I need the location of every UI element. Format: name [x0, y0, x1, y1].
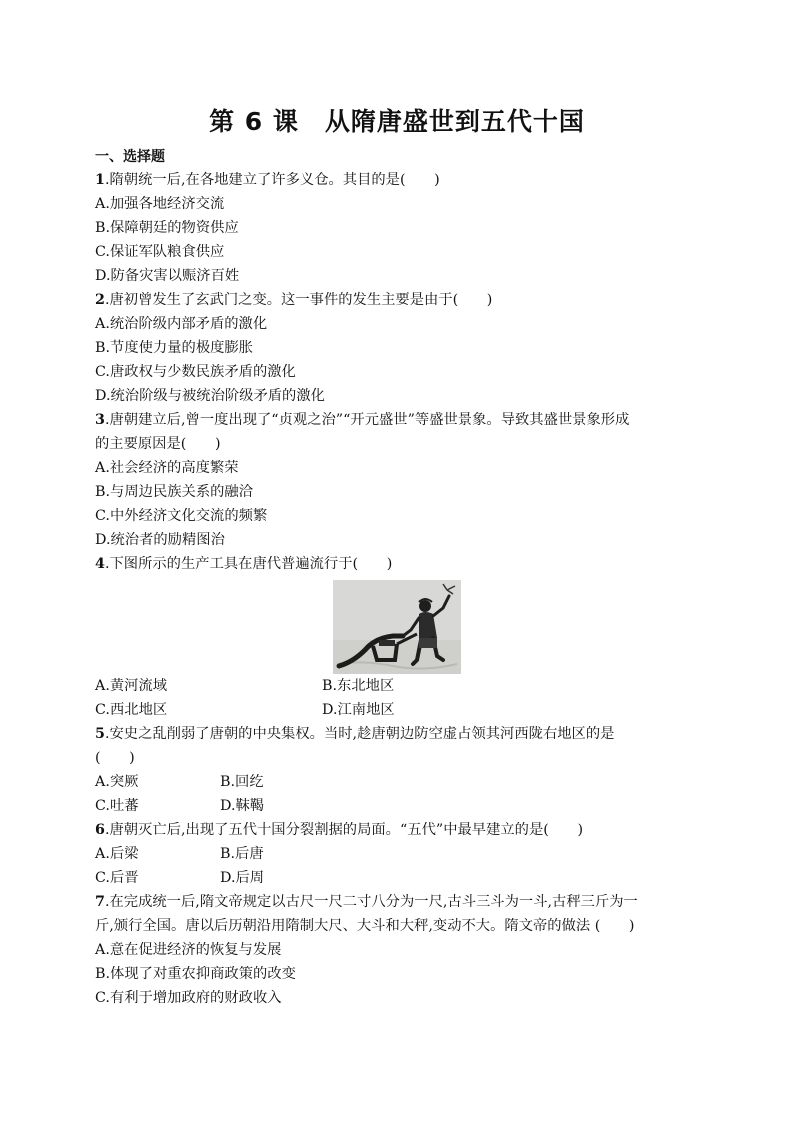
section-heading: 一、选择题	[95, 149, 165, 165]
question-text: .唐朝灭亡后,出现了五代十国分裂割据的局面。“五代”中最早建立的是( )	[104, 822, 584, 838]
farmer-with-plough-image	[333, 580, 461, 674]
option-a: A.突厥	[95, 774, 139, 790]
question-text: .唐初曾发生了玄武门之变。这一事件的发生主要是由于( )	[104, 292, 493, 308]
question-stem	[95, 288, 705, 312]
options-row-1	[95, 770, 705, 794]
question-stem	[95, 408, 705, 432]
question-2	[95, 288, 705, 408]
options-row-2	[95, 794, 705, 818]
options-row-1	[95, 674, 705, 698]
question-6	[95, 818, 705, 890]
option-b: B.回纥	[220, 774, 264, 790]
question-3	[95, 408, 705, 552]
question-number: 3	[95, 412, 105, 428]
option-c: C.吐蕃	[95, 798, 139, 814]
option-c: C.中外经济文化交流的频繁	[95, 508, 268, 524]
question-4	[95, 552, 705, 722]
question-text: .安史之乱削弱了唐朝的中央集权。当时,趁唐朝边防空虚占领其河西陇右地区的是	[104, 726, 615, 742]
option-d: D.靺鞨	[220, 798, 265, 814]
question-5	[95, 722, 705, 818]
question-stem	[95, 890, 705, 914]
question-text-continued: 斤,颁行全国。唐以后历朝沿用隋制大尺、大斗和大秤,变动不大。隋文帝的做法 ( )	[95, 918, 635, 934]
question-stem	[95, 818, 705, 842]
question-number: 2	[95, 292, 105, 308]
question-stem	[95, 722, 705, 746]
question-text: .隋朝统一后,在各地建立了许多义仓。其目的是( )	[104, 172, 440, 188]
option-c: C.西北地区	[95, 702, 168, 718]
question-text: .下图所示的生产工具在唐代普遍流行于( )	[104, 556, 393, 572]
question-stem	[95, 552, 705, 576]
option-b: B.节度使力量的极度膨胀	[95, 340, 254, 356]
question-number: 1	[95, 172, 105, 188]
option-b: B.后唐	[220, 846, 264, 862]
page-title: 第 6 课 从隋唐盛世到五代十国	[209, 107, 585, 136]
question-text-continued: 的主要原因是( )	[95, 436, 221, 452]
question-number: 6	[95, 822, 105, 838]
question-stem	[95, 168, 705, 192]
option-a: A.加强各地经济交流	[95, 196, 225, 212]
question-7	[95, 890, 705, 1010]
option-a: A.黄河流域	[95, 678, 168, 694]
option-a: A.意在促进经济的恢复与发展	[95, 942, 282, 958]
option-a: A.统治阶级内部矛盾的激化	[95, 316, 268, 332]
question-text: .在完成统一后,隋文帝规定以古尺一尺二寸八分为一尺,古斗三斗为一斗,古秤三斤为一	[104, 894, 638, 910]
option-d: D.江南地区	[322, 702, 395, 718]
option-c: C.有利于增加政府的财政收入	[95, 990, 282, 1006]
option-d: D.防备灾害以赈济百姓	[95, 268, 240, 284]
option-b: B.与周边民族关系的融洽	[95, 484, 254, 500]
option-c: C.后晋	[95, 870, 139, 886]
option-a: A.后梁	[95, 846, 139, 862]
options-row-2	[95, 698, 705, 722]
options-row-2	[95, 866, 705, 890]
plough-illustration	[333, 580, 461, 674]
option-c: C.保证军队粮食供应	[95, 244, 225, 260]
question-text: .唐朝建立后,曾一度出现了“贞观之治”“开元盛世”等盛世景象。导致其盛世景象形成	[104, 412, 630, 428]
options-row-1	[95, 842, 705, 866]
option-b: B.东北地区	[322, 678, 395, 694]
question-list	[95, 146, 705, 1010]
question-1	[95, 168, 705, 288]
question-text-continued: ( )	[95, 750, 135, 766]
question-number: 7	[95, 894, 105, 910]
option-d: D.后周	[220, 870, 265, 886]
option-a: A.社会经济的高度繁荣	[95, 460, 239, 476]
option-b: B.保障朝廷的物资供应	[95, 220, 239, 236]
option-d: D.统治者的励精图治	[95, 532, 225, 548]
option-c: C.唐政权与少数民族矛盾的激化	[95, 364, 296, 380]
option-b: B.体现了对重农抑商政策的改变	[95, 966, 296, 982]
question-number: 5	[95, 726, 105, 742]
question-number: 4	[95, 556, 105, 572]
option-d: D.统治阶级与被统治阶级矛盾的激化	[95, 388, 325, 404]
